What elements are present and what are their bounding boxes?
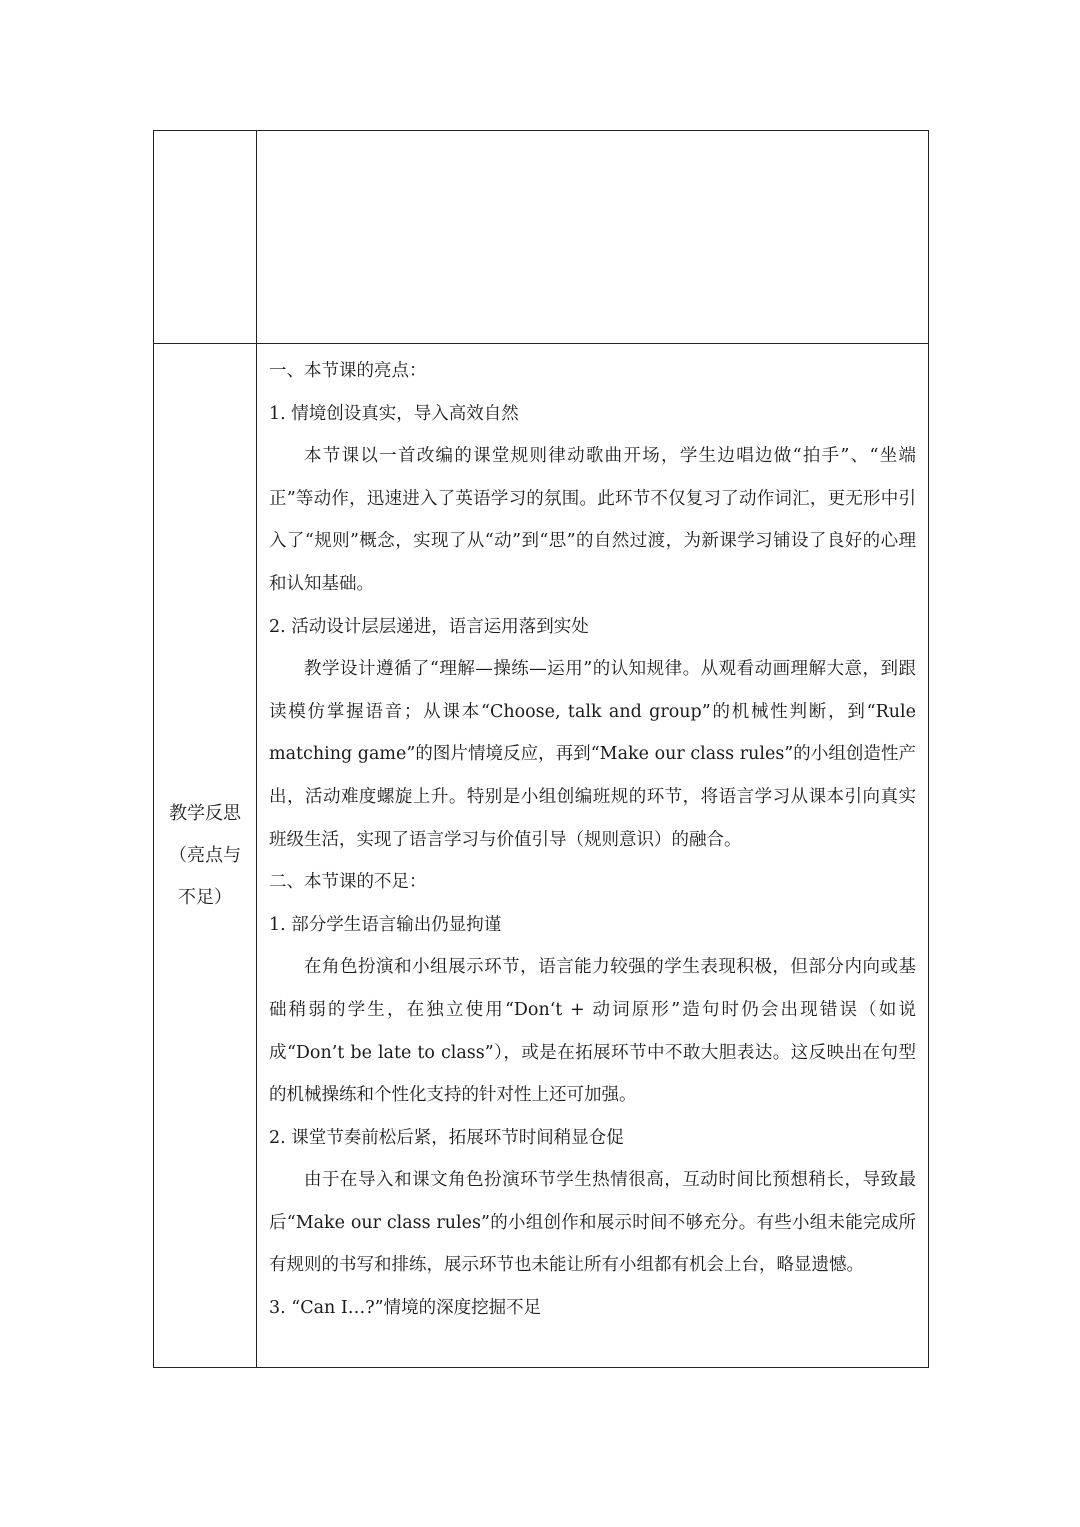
paragraph-highlight-1: 本节课以一首改编的课堂规则律动歌曲开场，学生边唱边做“拍手”、“坐端正”等动作，迅速进入了英语学习的氛围。此环节不仅复习了动作词汇，更无形中引入了“规则”概念，实现了从“动”到“思”的自然过渡，为新课学习铺设了良好的心理和认知基础。 bbox=[269, 446, 916, 594]
reflection-label-line: （亮点与 bbox=[169, 844, 241, 866]
subheading-shortcoming-3: 3. “Can I…?”情境的深度挖掘不足 bbox=[269, 1298, 542, 1319]
lesson-plan-table bbox=[153, 130, 929, 1368]
empty-label-cell bbox=[154, 131, 257, 344]
subheading-shortcoming-2: 2. 课堂节奏前松后紧，拓展环节时间稍显仓促 bbox=[269, 1127, 624, 1148]
section-heading-shortcomings: 二、本节课的不足： bbox=[269, 872, 427, 893]
section-heading-highlights: 一、本节课的亮点： bbox=[269, 361, 427, 381]
paragraph-highlight-2: 教学设计遵循了“理解—操练—运用”的认知规律。从观看动画理解大意，到跟读模仿掌握语音；从课本“Choose, talk and group”的机械性判断，到“Rule matching game”的图片情境反应，再到“Make our class rules”的小组创造性产出，活动难度螺旋上升。特别是小组创编班规的环节，将语言学习从课本引向真实班级生活，实现了语言学习与价值引导（规则意识）的融合。 bbox=[269, 659, 916, 850]
subheading-highlight-2: 2. 活动设计层层递进，语言运用落到实处 bbox=[269, 616, 589, 637]
reflection-label-line: 教学反思 bbox=[169, 802, 241, 824]
reflection-content-cell bbox=[257, 344, 929, 1368]
empty-content-cell bbox=[257, 131, 929, 344]
reflection-label-line: 不足） bbox=[178, 886, 232, 908]
reflection-label-cell bbox=[154, 344, 257, 1368]
empty-row bbox=[154, 131, 929, 344]
reflection-row bbox=[154, 344, 929, 1368]
subheading-shortcoming-1: 1. 部分学生语言输出仍显拘谨 bbox=[269, 914, 502, 935]
paragraph-shortcoming-1: 在角色扮演和小组展示环节，语言能力较强的学生表现积极，但部分内向或基础稍弱的学生，在独立使用“Don‘t + 动词原形”造句时仍会出现错误（如说成“Don’t be late to class”），或是在拓展环节中不敢大胆表达。这反映出在句型的机械操练和个性化支持的针对性上还可加强。 bbox=[269, 957, 916, 1106]
paragraph-shortcoming-2: 由于在导入和课文角色扮演环节学生热情很高，互动时间比预想稍长，导致最后“Make our class rules”的小组创作和展示时间不够充分。有些小组未能完成所有规则的书写和排练，展示环节也未能让所有小组都有机会上台，略显遗憾。 bbox=[269, 1170, 916, 1276]
subheading-highlight-1: 1. 情境创设真实，导入高效自然 bbox=[269, 403, 519, 424]
